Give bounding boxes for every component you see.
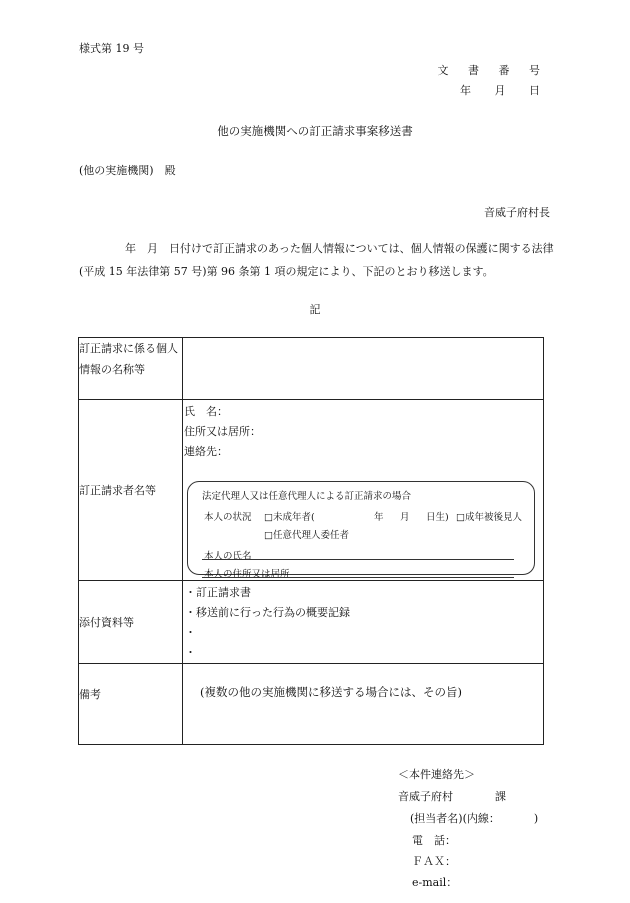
principal-name-label: 本人の氏名 — [204, 551, 252, 562]
contact-person — [410, 810, 538, 826]
table-row — [79, 664, 544, 745]
body-text: 年 月 日付けで訂正請求のあった個人情報については、個人情報の保護に関する法律(平成 15 年法律第 57 号)第 96 条第 1 項の規定により、下記のとおり移送します。 — [79, 242, 554, 278]
attachments-cell — [183, 581, 544, 664]
table-row — [79, 581, 544, 664]
birth-year-label: 年 — [374, 512, 384, 523]
birth-month-label: 月 — [400, 512, 410, 523]
row-label-remarks: 備考 — [79, 664, 183, 745]
row-label-attachments: 添付資料等 — [79, 581, 183, 664]
contact-heading: ＜本件連絡先＞ — [398, 768, 475, 781]
addressee: (他の実施機関) 殿 — [79, 164, 176, 177]
contact-department — [398, 788, 506, 804]
document-date: 年 月 日 — [460, 84, 550, 97]
remarks-note: (複数の他の実施機関に移送する場合には、その旨) — [200, 685, 462, 699]
contact-fax: ＦＡＸ： — [412, 855, 456, 868]
minor-checkbox[interactable]: □未成年者( — [264, 512, 315, 523]
adult-guardian-checkbox[interactable]: □成年被後見人 — [456, 512, 522, 523]
voluntary-agent-checkbox[interactable]: □任意代理人委任者 — [264, 530, 349, 541]
form-number: 様式第 19 号 — [79, 42, 144, 55]
document-title: 他の実施機関への訂正請求事案移送書 — [217, 124, 413, 138]
info-name-cell[interactable] — [183, 338, 544, 400]
address-field-label: 住所又は居所： — [184, 425, 261, 438]
contact-person-label: (担当者名)(内線： — [410, 812, 500, 825]
row-label-info-name: 訂正請求に係る個人情報の名称等 — [79, 338, 183, 400]
sender: 音威子府村長 — [484, 206, 550, 219]
contact-section: 課 — [495, 790, 506, 803]
attachment-item: ・訂正請求書 — [185, 586, 251, 599]
table-row — [79, 400, 544, 581]
attachment-item: ・ — [185, 626, 196, 639]
agent-request-box — [187, 481, 535, 580]
row-label-requester: 訂正請求者名等 — [79, 400, 183, 581]
principal-address-label: 本人の住所又は居所 — [204, 569, 290, 580]
agent-box-title: 法定代理人又は任意代理人による訂正請求の場合 — [202, 491, 412, 502]
attachment-item: ・移送前に行った行為の概要記録 — [185, 606, 350, 619]
contact-village: 音威子府村 — [398, 790, 453, 803]
birth-day-label: 日生) — [426, 512, 449, 523]
remarks-cell — [183, 664, 544, 745]
document-number: 文 書 番 号 — [437, 64, 548, 77]
contact-email: e-mail： — [412, 876, 458, 889]
requester-cell — [183, 400, 544, 581]
principal-address-line[interactable] — [202, 577, 514, 578]
contact-field-label: 連絡先： — [184, 445, 228, 458]
table-row — [79, 338, 544, 400]
name-field-label: 氏 名： — [184, 405, 228, 418]
principal-name-line[interactable] — [202, 559, 514, 560]
ki-heading: 記 — [309, 303, 321, 316]
principal-status-label: 本人の状況 — [204, 512, 252, 523]
contact-person-close: ) — [533, 812, 539, 825]
transfer-table — [78, 337, 544, 745]
contact-tel: 電 話： — [412, 834, 456, 847]
attachment-item: ・ — [185, 646, 196, 659]
